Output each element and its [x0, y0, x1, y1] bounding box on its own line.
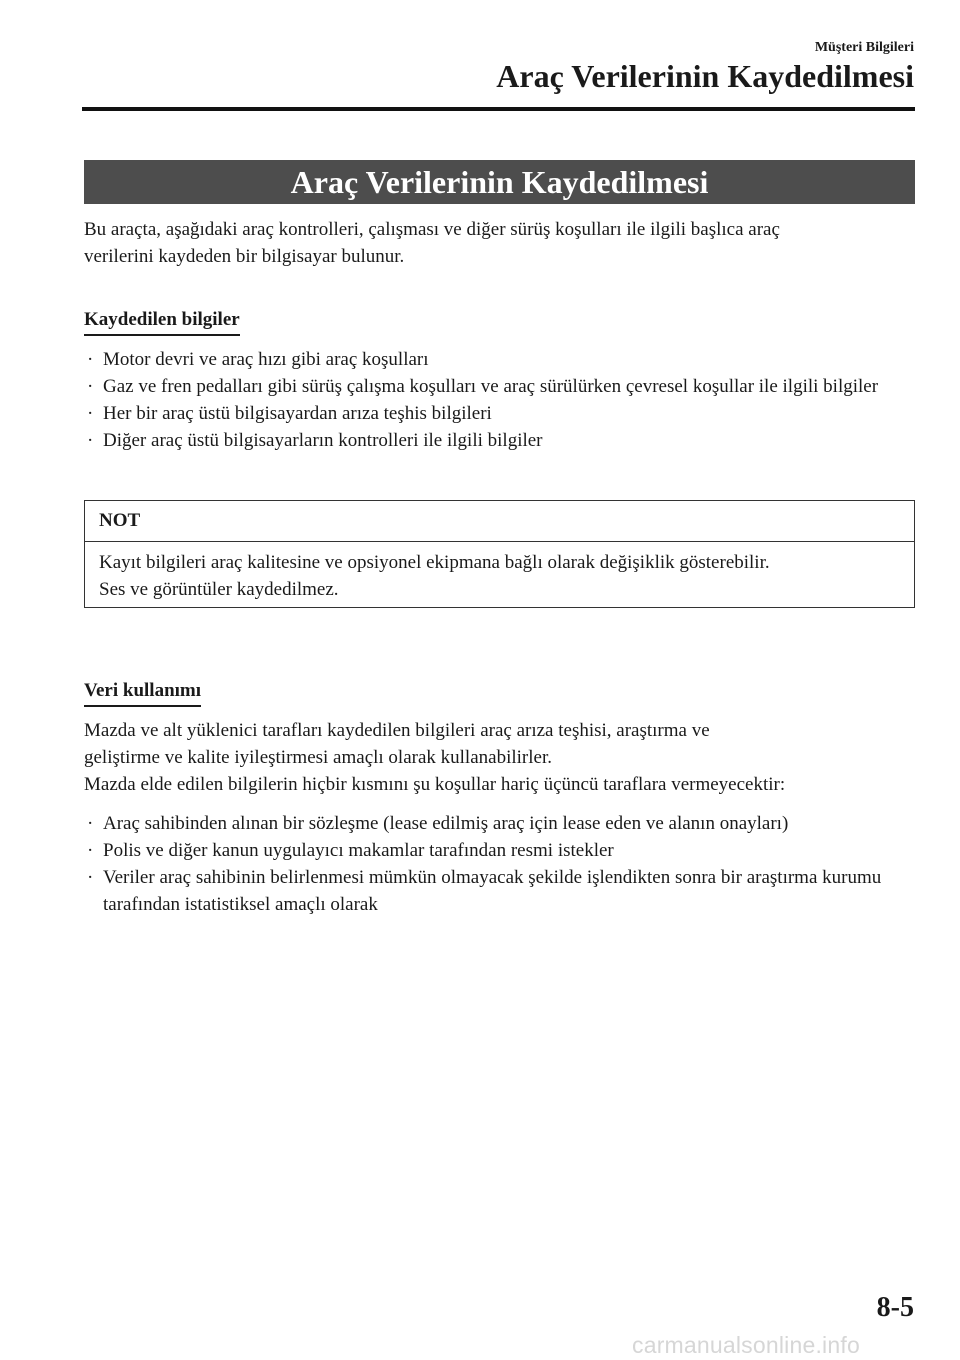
bullet-icon: · [87, 840, 94, 861]
intro-line: verilerini kaydeden bir bilgisayar bulunur. [84, 246, 405, 267]
list-item: · Polis ve diğer kanun uygulayıcı makamlar tarafından resmi istekler [84, 837, 924, 864]
bullet-icon: · [87, 430, 94, 451]
section-header: Müşteri Bilgileri [814, 40, 914, 55]
bullet-icon: · [87, 867, 94, 888]
recorded-info-list [84, 346, 924, 454]
list-item: · Diğer araç üstü bilgisayarların kontrolleri ile ilgili bilgiler [84, 427, 924, 454]
bullet-icon: · [87, 403, 94, 424]
data-usage-paragraph [84, 717, 924, 798]
list-item: · Araç sahibinden alınan bir sözleşme (lease edilmiş araç için lease eden ve alanın onayları) [84, 810, 924, 837]
usage-line: Mazda elde edilen bilgilerin hiçbir kısmını şu koşullar hariç üçüncü taraflara vermeyecektir: [84, 774, 786, 795]
note-label: NOT [85, 501, 914, 542]
note-line: Ses ve görüntüler kaydedilmez. [99, 579, 339, 600]
page-number: 8-5 [876, 1292, 914, 1323]
chapter-title: Araç Verilerinin Kaydedilmesi [496, 58, 914, 94]
usage-line: geliştirme ve kalite iyileştirmesi amaçlı olarak kullanabilirler. [84, 747, 552, 768]
list-item: · Her bir araç üstü bilgisayardan arıza teşhis bilgileri [84, 400, 924, 427]
list-item: · Veriler araç sahibinin belirlenmesi mümkün olmayacak şekilde işlendikten sonra bir araştırma kurumu tarafından istatistiksel amaçlı olarak [84, 864, 924, 918]
intro-paragraph [84, 216, 924, 270]
note-line: Kayıt bilgileri araç kalitesine ve opsiyonel ekipmana bağlı olarak değişiklik gösterebilir. [99, 552, 770, 573]
note-body [85, 542, 914, 603]
list-item: · Gaz ve fren pedalları gibi sürüş çalışma koşulları ve araç sürülürken çevresel koşullar ile ilgili bilgiler [84, 373, 924, 400]
watermark: carmanualsonline.info [632, 1332, 860, 1358]
intro-line: Bu araçta, aşağıdaki araç kontrolleri, çalışması ve diğer sürüş koşulları ile ilgili başlıca araç [84, 219, 780, 240]
note-box [84, 500, 915, 608]
bullet-icon: · [87, 376, 94, 397]
header-divider [82, 107, 915, 111]
page-title-banner: Araç Verilerinin Kaydedilmesi [84, 160, 915, 204]
data-usage-list [84, 810, 924, 918]
usage-line: Mazda ve alt yüklenici tarafları kaydedilen bilgileri araç arıza teşhisi, araştırma ve [84, 720, 710, 741]
data-usage-heading: Veri kullanımı [84, 680, 201, 707]
list-item: · Motor devri ve araç hızı gibi araç koşulları [84, 346, 924, 373]
bullet-icon: · [87, 813, 94, 834]
bullet-icon: · [87, 349, 94, 370]
recorded-info-heading: Kaydedilen bilgiler [84, 309, 240, 336]
